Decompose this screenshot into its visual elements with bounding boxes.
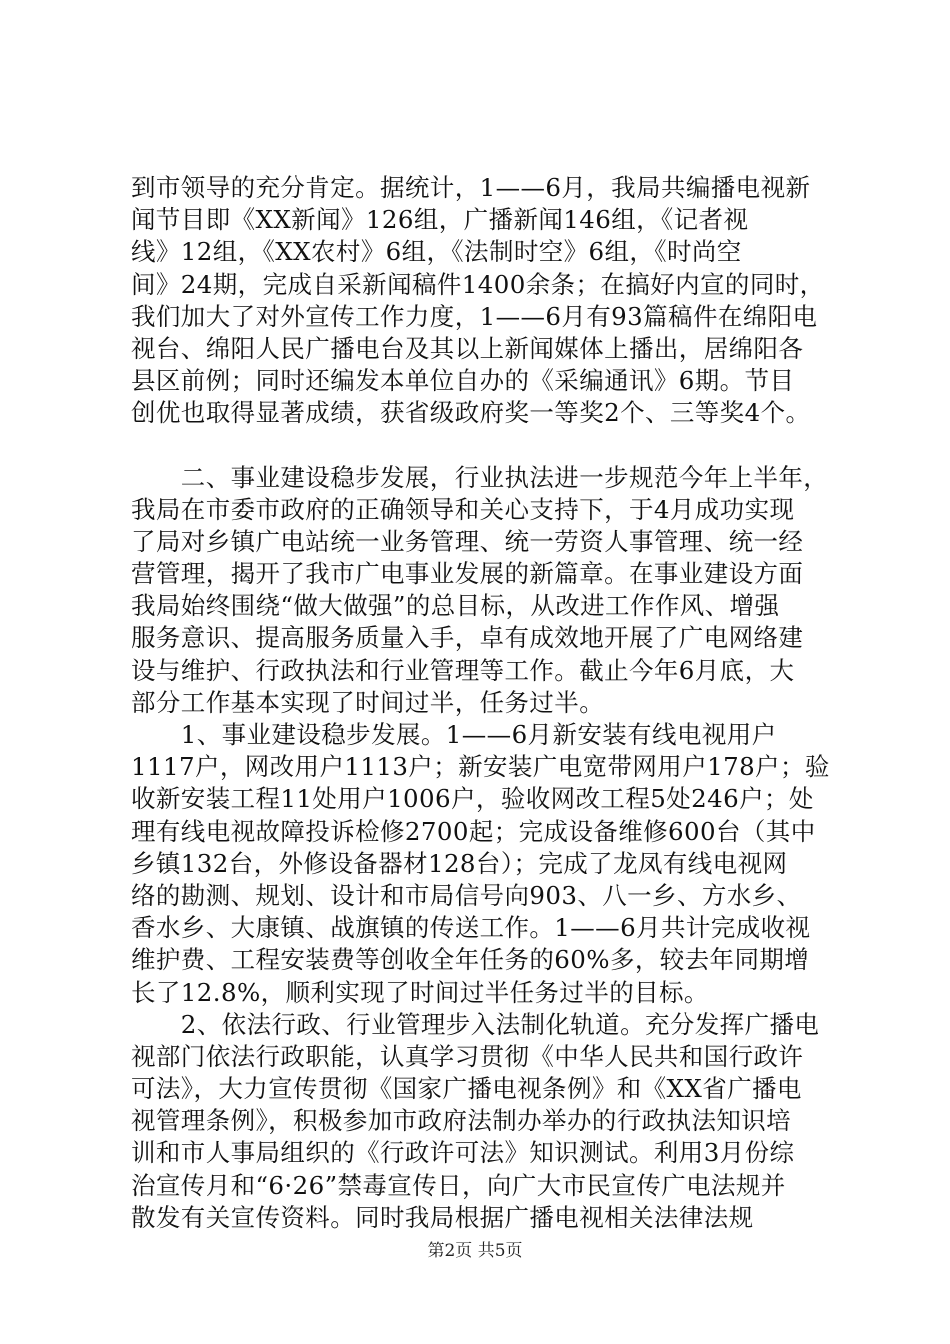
text-line: 我们加大了对外宣传工作力度，1——6月有93篇稿件在绵阳电 [131,301,818,331]
paragraph-group-2 [131,462,861,1235]
page-footer [0,1240,950,1262]
text-line: 长了12.8%，顺利实现了时间过半任务过半的目标。 [131,977,709,1007]
text-line: 设与维护、行政执法和行业管理等工作。截止今年6月底，大 [131,655,795,685]
text-line: 间》24期，完成自采新闻稿件1400余条；在搞好内宣的同时， [131,269,825,299]
text-line: 训和市人事局组织的《行政许可法》知识测试。利用3月份综 [131,1138,795,1168]
text-line: 视台、绵阳人民广播电台及其以上新闻媒体上播出，居绵阳各 [131,333,804,363]
text-line: 营管理，揭开了我市广电事业发展的新篇章。在事业建设方面 [131,559,804,589]
text-line: 创优也取得显著成绩，获省级政府奖一等奖2个、三等奖4个。 [131,398,811,428]
text-line: 收新安装工程11处用户1006户，验收网改工程5处246户；处 [131,784,814,814]
text-line: 到市领导的充分肯定。据统计，1——6月，我局共编播电视新 [131,173,811,202]
text-line: 我局始终围绕“做大做强”的总目标，从改进工作作风、增强 [131,591,780,621]
text-line: 1117户，网改用户1113户；新安装广电宽带网用户178户；验 [131,752,830,782]
text-line: 理有线电视故障投诉检修2700起；完成设备维修600台（其中 [131,816,816,846]
text-line: 部分工作基本实现了时间过半，任务过半。 [131,687,605,717]
text-line: 络的勘测、规划、设计和市局信号向903、八一乡、方水乡、 [131,880,802,910]
paragraph-group-1 [131,172,861,430]
document-body [131,172,861,1234]
text-line: 视部门依法行政职能，认真学习贯彻《中华人民共和国行政许 [131,1041,804,1071]
text-line: 2、依法行政、行业管理步入法制化轨道。充分发挥广播电 [131,1009,820,1039]
text-line: 乡镇132台，外修设备器材128台）；完成了龙凤有线电视网 [131,848,788,878]
text-line: 散发有关宣传资料。同时我局根据广播电视相关法律法规 [131,1202,754,1232]
text-line: 线》12组，《XX农村》6组，《法制时空》6组，《时尚空 [131,237,742,267]
text-line: 闻节目即《XX新闻》126组，广播新闻146组，《记者视 [131,205,749,235]
text-line: 了局对乡镇广电站统一业务管理、统一劳资人事管理、统一经 [131,526,804,556]
text-line: 我局在市委市政府的正确领导和关心支持下，于4月成功实现 [131,494,795,524]
text-line: 维护费、工程安装费等创收全年任务的60%多，较去年同期增 [131,945,810,975]
text-line: 二、事业建设稳步发展，行业执法进一步规范今年上半年， [131,462,829,492]
text-line: 治宣传月和“6·26”禁毒宣传日，向广大市民宣传广电法规并 [131,1170,786,1200]
text-line: 县区前例；同时还编发本单位自办的《采编通讯》6期。节目 [131,366,795,396]
text-line: 1、事业建设稳步发展。1——6月新安装有线电视用户 [131,720,777,749]
text-line: 视管理条例》，积极参加市政府法制办举办的行政执法知识培 [131,1106,792,1136]
text-line: 服务意识、提高服务质量入手，卓有成效地开展了广电网络建 [131,623,804,653]
paragraph-gap [131,430,861,462]
page-number: 第2页 共5页 [427,1241,523,1261]
text-line: 可法》，大力宣传贯彻《国家广播电视条例》和《XX省广播电 [131,1074,802,1104]
text-line: 香水乡、大康镇、战旗镇的传送工作。1——6月共计完成收视 [131,913,811,943]
